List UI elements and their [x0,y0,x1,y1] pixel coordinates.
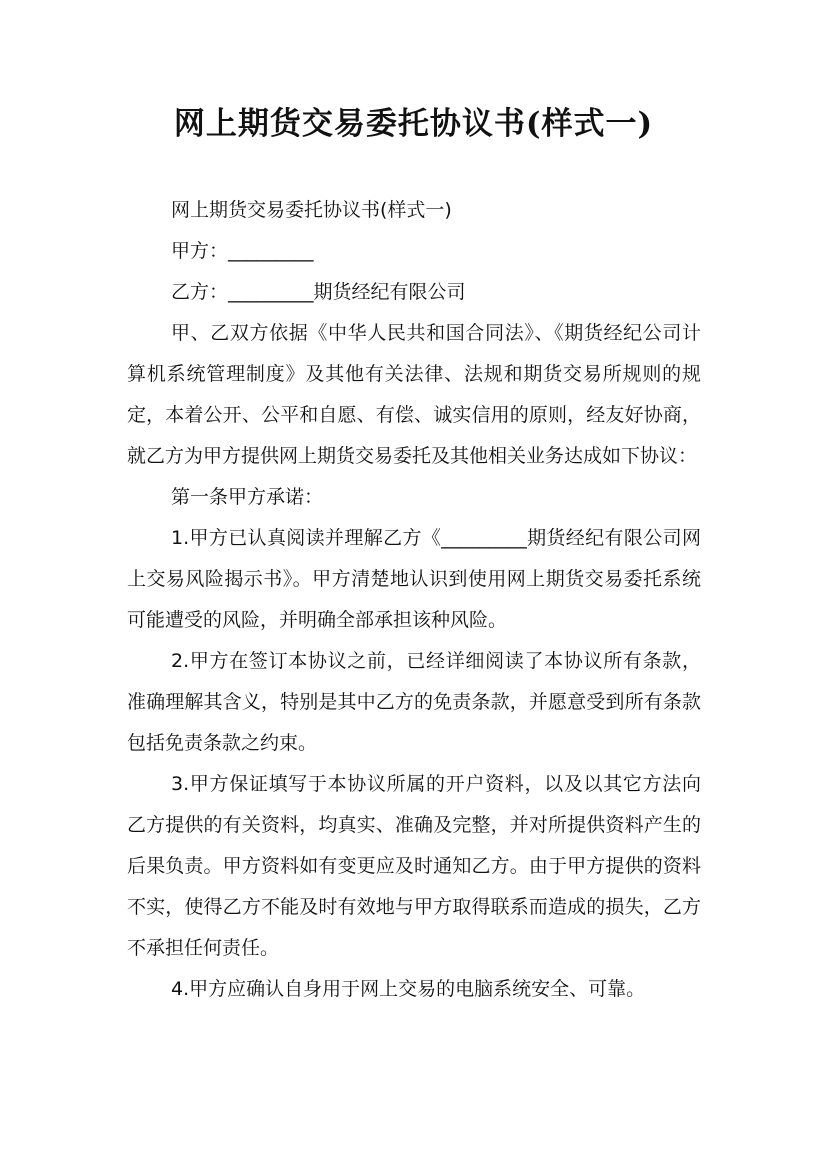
paragraph-party-a: 甲方：_________ [171,240,314,262]
paragraph-article-1: 第一条甲方承诺： [171,486,324,508]
paragraph-party-b: 乙方：_________期货经纪有限公司 [171,281,466,303]
paragraph-preamble: 甲、乙双方依据《中华人民共和国合同法》、《期货经纪公司计算机系统管理制度》及其他有关法律、法规和期货交易所规则的规定，本着公开、公平和自愿、有偿、诚实信用的原则，经友好协商，就乙方为甲方提供网上期货交易委托及其他相关业务达成如下协议： [127,322,701,467]
paragraph-heading-repeat: 网上期货交易委托协议书(样式一) [171,199,452,221]
paragraph-clause-2: 2.甲方在签订本协议之前，已经详细阅读了本协议所有条款，准确理解其含义，特别是其中乙方的免责条款，并愿意受到所有条款包括免责条款之约束。 [127,650,701,754]
paragraph-clause-4: 4.甲方应确认自身用于网上交易的电脑系统安全、可靠。 [171,978,646,1000]
paragraph-clause-3: 3.甲方保证填写于本协议所属的开户资料，以及以其它方法向乙方提供的有关资料，均真实、准确及完整，并对所提供资料产生的后果负责。甲方资料如有变更应及时通知乙方。由于甲方提供的资料不实，使得乙方不能及时有效地与甲方取得联系而造成的损失，乙方不承担任何责任。 [127,773,701,959]
document-body [127,190,701,1010]
paragraph-clause-1: 1.甲方已认真阅读并理解乙方《_________期货经纪有限公司网上交易风险揭示书》。甲方清楚地认识到使用网上期货交易委托系统可能遭受的风险，并明确全部承担该种风险。 [127,527,701,631]
document-title: 网上期货交易委托协议书(样式一) [173,106,654,142]
